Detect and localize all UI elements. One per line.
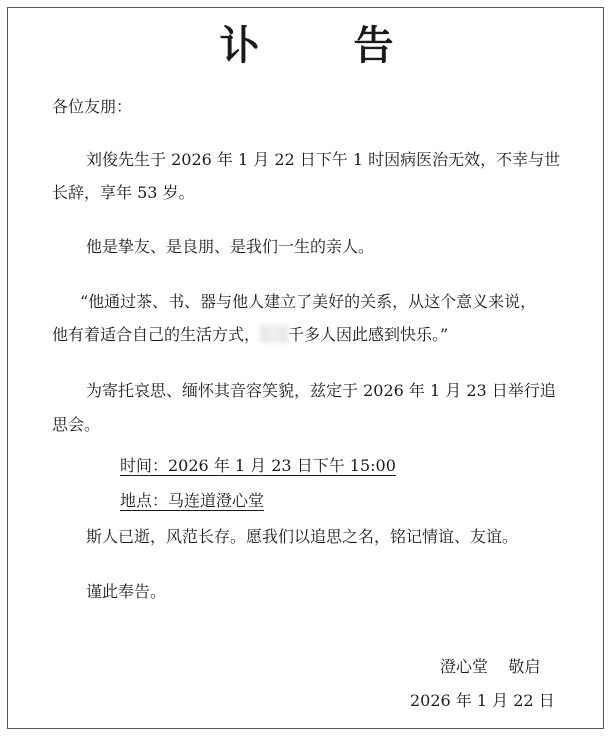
para2: 他是挚友、是良朋、是我们一生的亲人。 [86, 237, 375, 256]
date: 2026 年 1 月 22 日 [410, 691, 555, 710]
para1-line2: 长辞，享年 53 岁。 [52, 183, 195, 202]
quote-line1: “他通过茶、书、器与他人建立了美好的关系，从这个意义来说， [80, 292, 537, 311]
para4-line1: 为寄托哀思、缅怀其音容笑貌，兹定于 2026 年 1 月 23 日举行追 [86, 381, 556, 400]
quote-line2 [52, 322, 448, 345]
place-line: 地点：马连道澄心堂 [120, 491, 265, 510]
page-title: 讣 告 [219, 23, 434, 69]
greeting: 各位友朋： [52, 97, 133, 116]
quote-line2-before: 他有着适合自己的生活方式， [52, 325, 261, 344]
quote-line2-after: 千多人因此感到快乐。” [288, 325, 449, 344]
redacted-blur [260, 325, 288, 343]
para5: 斯人已逝，风范长存。愿我们以追思之名，铭记情谊、友谊。 [86, 527, 519, 546]
signature: 澄心堂 敬启 [440, 657, 541, 676]
closing: 谨此奉告。 [86, 582, 167, 601]
para4-line2: 思会。 [52, 415, 101, 434]
para1-line1: 刘俊先生于 2026 年 1 月 22 日下午 1 时因病医治无效，不幸与世 [86, 150, 561, 169]
time-line: 时间：2026 年 1 月 23 日下午 15:00 [120, 456, 396, 475]
